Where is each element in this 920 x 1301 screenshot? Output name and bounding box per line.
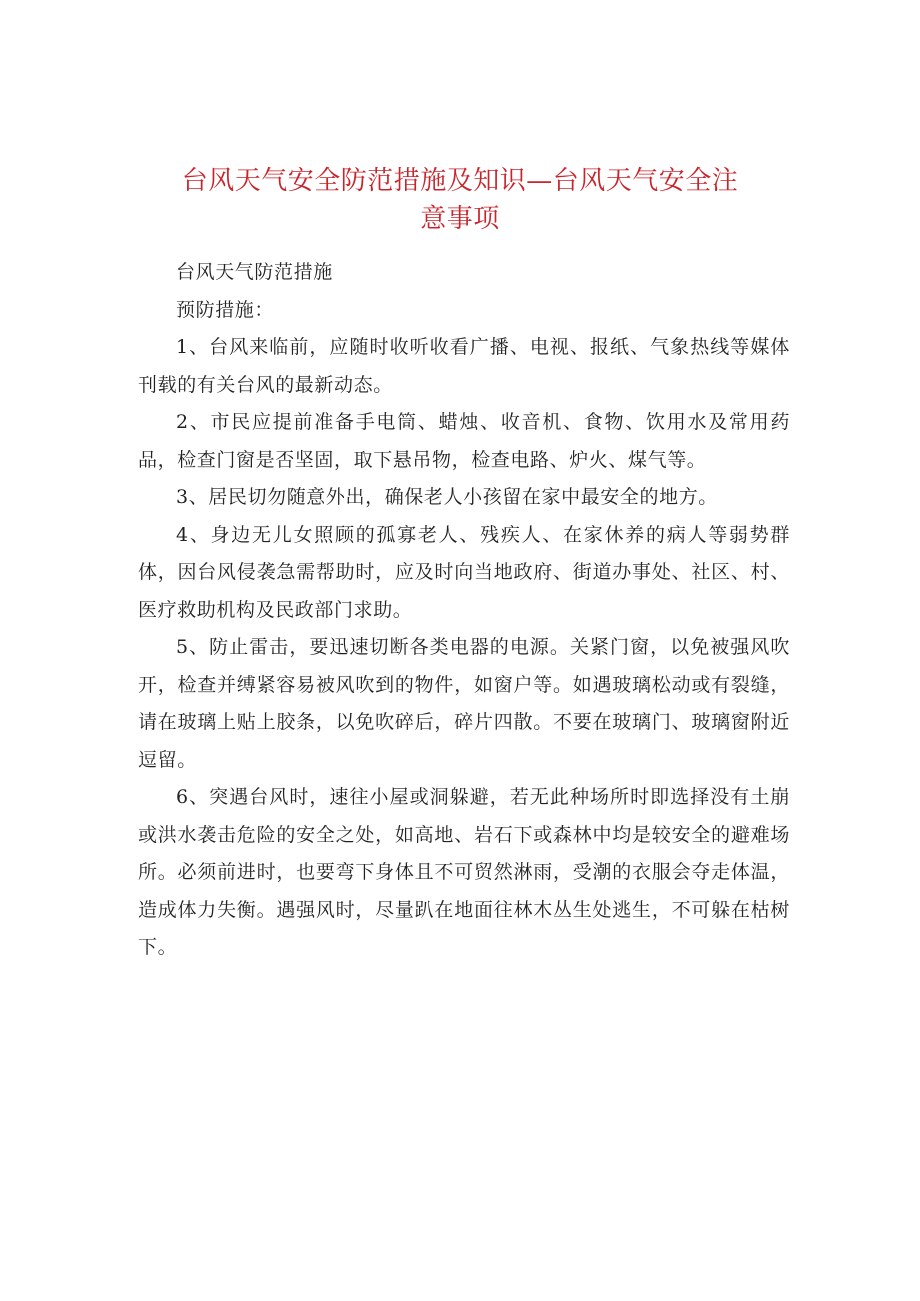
list-item: 5、防止雷击，要迅速切断各类电器的电源。关紧门窗，以免被强风吹开，检查并缚紧容易被风吹到的物件，如窗户等。如遇玻璃松动或有裂缝，请在玻璃上贴上胶条，以免吹碎后，碎片四散。不要在玻璃门、玻璃窗附近逗留。: [138, 636, 790, 771]
title-line-2: 意事项: [420, 204, 500, 234]
document-body: [138, 254, 790, 967]
prevention-label: 预防措施：: [176, 298, 275, 321]
subheading: 台风天气防范措施: [176, 261, 333, 283]
document-title: [130, 162, 790, 238]
list-item: 3、居民切勿随意外出，确保老人小孩留在家中最安全的地方。: [176, 486, 718, 508]
list-item: 6、突遇台风时，速往小屋或洞躲避，若无此种场所时即选择没有土崩或洪水袭击危险的安全之处，如高地、岩石下或森林中均是较安全的避难场所。必须前进时，也要弯下身体且不可贸然淋雨，受潮的衣服会夺走体温，造成体力失衡。遇强风时，尽量趴在地面往林木丛生处逃生，不可躲在枯树下。: [138, 786, 790, 958]
title-line-1: 台风天气安全防范措施及知识—台风天气安全注: [181, 166, 739, 196]
list-item: 4、身边无儿女照顾的孤寡老人、残疾人、在家休养的病人等弱势群体，因台风侵袭急需帮助时，应及时向当地政府、街道办事处、社区、村、医疗救助机构及民政部门求助。: [138, 523, 790, 621]
list-item: 2、市民应提前准备手电筒、蜡烛、收音机、食物、饮用水及常用药品，检查门窗是否坚固，取下悬吊物，检查电路、炉火、煤气等。: [138, 411, 790, 471]
list-item: 1、台风来临前，应随时收听收看广播、电视、报纸、气象热线等媒体刊载的有关台风的最新动态。: [138, 336, 790, 396]
